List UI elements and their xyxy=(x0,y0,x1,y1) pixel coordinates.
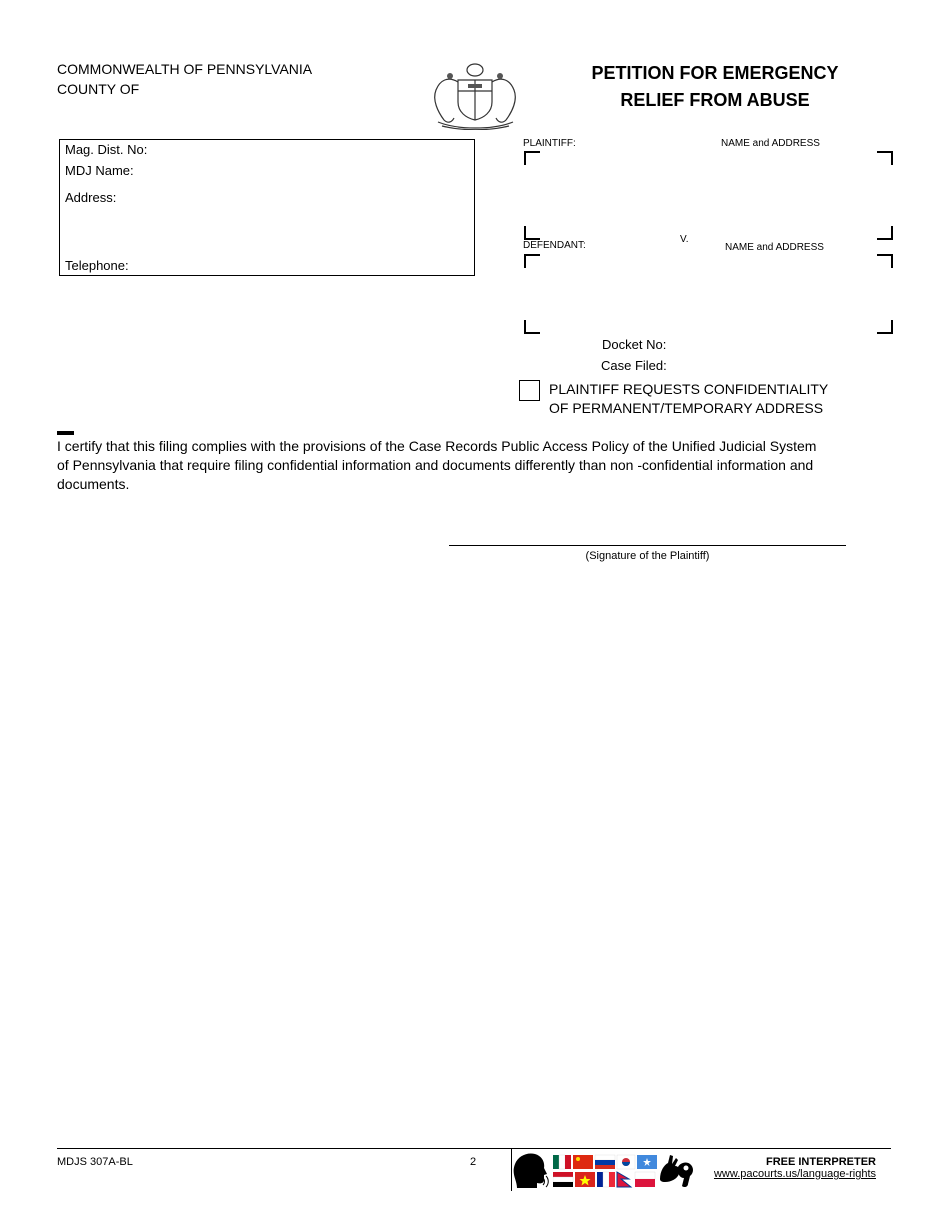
defendant-bracket-br xyxy=(877,320,893,334)
seal-icon xyxy=(428,58,523,130)
flags-icon xyxy=(553,1154,657,1188)
footer-separator xyxy=(511,1149,512,1191)
footer-divider xyxy=(57,1148,891,1149)
mdj-name-label: MDJ Name: xyxy=(65,163,134,178)
case-filed-label: Case Filed: xyxy=(601,358,667,373)
plaintiff-label: PLAINTIFF: xyxy=(523,138,576,149)
commonwealth-label: COMMONWEALTH OF PENNSYLVANIA xyxy=(57,61,313,77)
confidentiality-line-1: PLAINTIFF REQUESTS CONFIDENTIALITY xyxy=(549,381,829,397)
mag-dist-label: Mag. Dist. No: xyxy=(65,142,148,157)
plaintiff-name-address-label: NAME and ADDRESS xyxy=(721,138,820,149)
defendant-label: DEFENDANT: xyxy=(523,240,586,251)
plaintiff-bracket-br xyxy=(877,226,893,240)
title-line-2: RELIEF FROM ABUSE xyxy=(620,90,810,110)
interpreter-notice xyxy=(690,1156,876,1180)
signature-label: (Signature of the Plaintiff) xyxy=(585,550,710,562)
county-label: COUNTY OF xyxy=(57,81,140,97)
defendant-bracket-tl xyxy=(524,254,540,268)
confidentiality-checkbox[interactable] xyxy=(519,380,540,401)
plaintiff-bracket-tr xyxy=(877,151,893,165)
page-title xyxy=(560,60,870,114)
defendant-bracket-tr xyxy=(877,254,893,268)
versus-label: V. xyxy=(680,234,689,245)
address-label: Address: xyxy=(65,190,117,205)
interpreter-title: FREE INTERPRETER xyxy=(765,1156,876,1168)
plaintiff-bracket-tl xyxy=(524,151,540,165)
interpreter-link[interactable]: www.pacourts.us/language-rights xyxy=(713,1168,876,1180)
mdj-info-box xyxy=(59,139,475,276)
defendant-name-address-label: NAME and ADDRESS xyxy=(725,242,824,253)
signature-line[interactable] xyxy=(449,545,846,546)
form-id: MDJS 307A-BL xyxy=(57,1156,133,1168)
telephone-label: Telephone: xyxy=(65,258,129,273)
certification-text: I certify that this filing complies with the provisions of the Case Records Public Access Policy of the Unified Judicial System of Pennsylvania that require filing confidential information and documents differently than non -confidential information and documents. xyxy=(57,438,817,492)
docket-no-label: Docket No: xyxy=(602,337,667,352)
confidentiality-line-2: OF PERMANENT/TEMPORARY ADDRESS xyxy=(549,400,824,416)
plaintiff-bracket-bl xyxy=(524,226,540,240)
speaking-head-icon xyxy=(513,1152,549,1190)
confidentiality-request xyxy=(549,380,828,418)
certification-marker xyxy=(57,431,74,435)
page-number: 2 xyxy=(470,1156,477,1168)
defendant-bracket-bl xyxy=(524,320,540,334)
title-line-1: PETITION FOR EMERGENCY xyxy=(591,63,839,83)
court-header xyxy=(57,59,312,99)
